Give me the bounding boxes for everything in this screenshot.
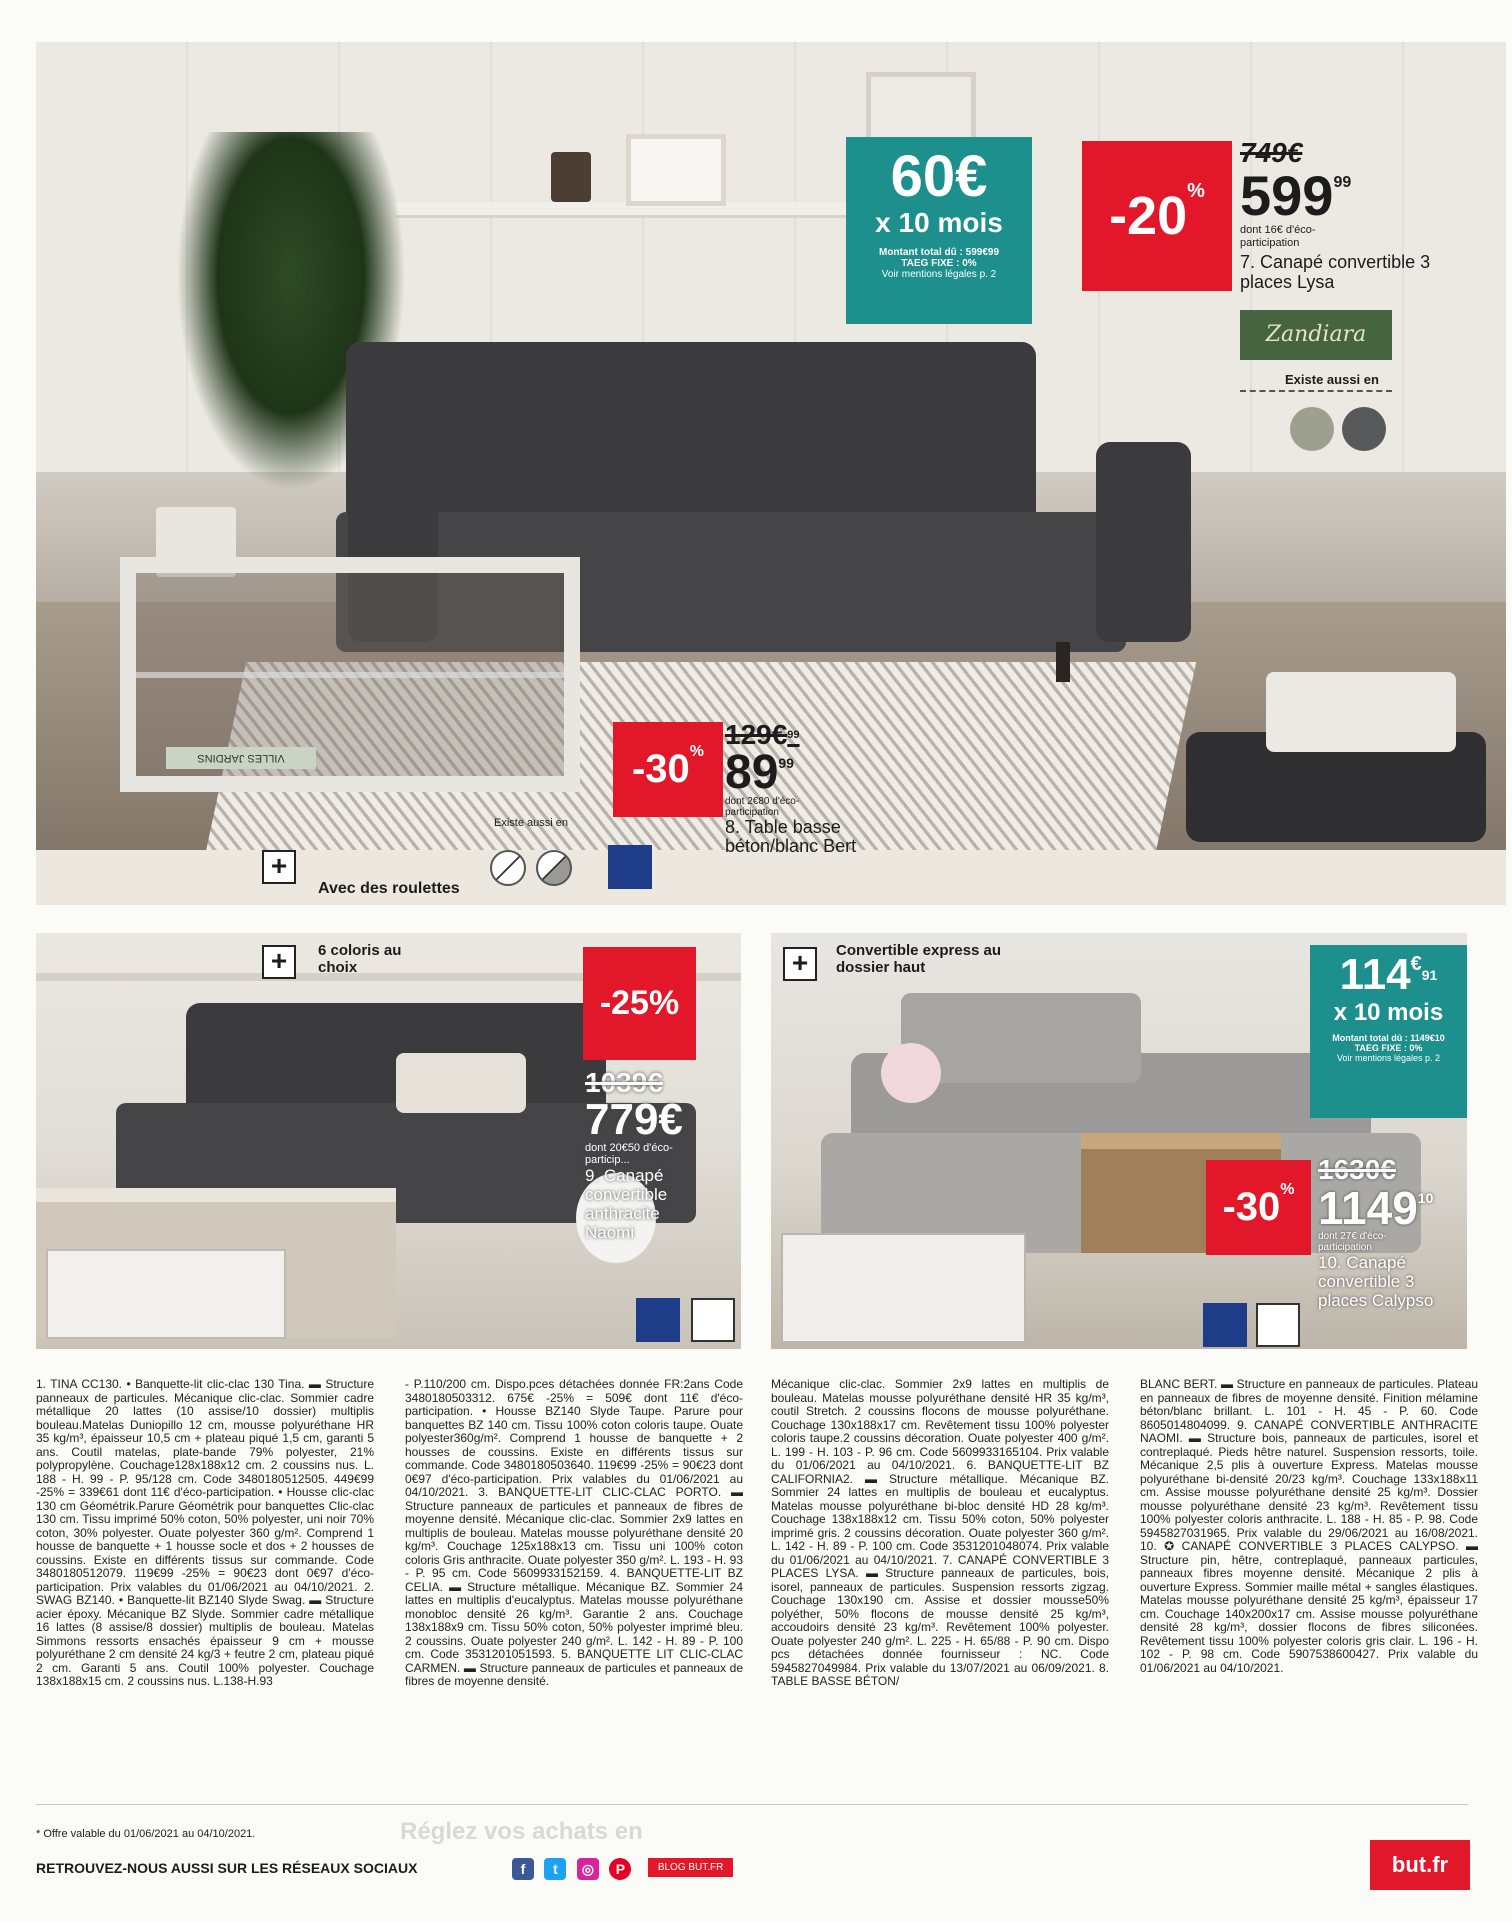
monthly-months: x 10 mois [1333,999,1444,1026]
eu-logo [636,1298,680,1342]
finish-swatches [490,850,572,891]
legal-column-1: 1. TINA CC130. • Banquette-lit clic-clac 130 Tina. ▬ Structure panneaux de particules. Mécanique clic-clac. Sommier cadre métallique 20 lattes (10 assise/10 dossier) multiplis bouleau.Matelas Duniopillo 12 cm, mousse polyuréthane HR 35 kg/m³, épaisseur 10,5 cm + plateau piqué 1,5 cm, garanti 5 ans. Coutil matelas, plate-bande 79% polyester, 21% polypropylène. Couchage128x188x12 cm. 2 coussins nus. L. 188 - H. 99 - P. 95/128 cm. Code 3480180512505. 449€99 -25% = 339€61 dont 11€ d'éco-participation. • Housse clic-clac 130 cm Géométrik.Parure Géométrik pour banquettes Clic-clac 130 cm. Tissu imprimé 50% coton, 50% polyester, uni noir 70% coton, 30% polyester. Ouate polyester 360 g/m². Comprend 1 housse de banquette + 1 housse socle et dos + 2 housses de coussins. Existe en différents tissus sur commande. Code 3480180512079. 119€99 -25% = 90€23 dont 0€97 d'éco-participation. Prix valables du 01/06/2021 au 04/10/2021. 2. SWAG BZ140. • Banquette-lit BZ140 Slyde Swag. ▬ Structure acier époxy. Mécanique BZ Slyde. Sommier cadre métallique 16 lattes (8 assise/8 dossier) multiplis de bouleau. Matelas Simmons ressorts ensachés épaisseur 9 cm + mousse polyuréthane 2 cm densité 24 kg/3 + feutre 2 cm, plateau piqué 2 cm. Garanti 5 ans. Coutil 100% polyester. Couchage 138x188x15 cm. 2 coussins nus. L.138-H.93 [36,1377,374,1688]
swatch-white[interactable] [490,850,526,886]
price [725,746,905,799]
discount-badge [1206,1160,1311,1255]
legal-column-2: - P.110/200 cm. Dispo.pces détachées donnée FR:2ans Code 3480180503312. 675€ -25% = 509€ dont 11€ d'éco-participation. • Housse BZ140 Slyde Taupe. Parure pour banquettes BZ 140 cm. Tissu 100% coton coloris taupe. Ouate polyester360g/m². Comprend 1 housse de banquette + 2 housses de coussins. Existe en différents tissus sur commande. Code 3480180503640. 119€99 -25% = 90€23 dont 0€97 d'éco-participation. Prix valables du 01/06/2021 au 04/10/2021. 3. BANQUETTE-LIT CLIC-CLAC PORTO. ▬ Structure panneaux de particules et panneaux de fibres de moyenne densité. Mécanique clic-clac. Sommier 2x9 lattes en multiplis de bouleau. Matelas mousse polyuréthane densité 20 kg/m³. Couchage 125x188x13 cm. Tissu uni 100% coton coloris Gris anthracite. Ouate polyester 350 g/m². L. 193 - H. 93 - P. 95 cm. Code 5609933152159. 4. BANQUETTE-LIT BZ CELIA. ▬ Structure métallique. Mécanique BZ. Sommier 24 lattes en multiplis d'eucalyptus. Matelas mousse polyuréthane monobloc densité 26 kg/m³. Garantie 2 ans. Couchage 138x188x9 cm. Tissu 50% coton, 50% polyester imprimé bleu. 2 coussins. Ouate polyester 240 g/m². L. 142 - H. 89 - P. 100 cm. Code 3531201051593. 5. BANQUETTE LIT CLIC-CLAC CARMEN. ▬ Structure panneaux de particules et panneaux de fibres de moyenne densité. [405,1377,743,1688]
naomi-price-block [585,1068,735,1242]
discount-badge: -25% [583,947,696,1060]
color-swatches [1290,407,1386,456]
sofa-leg [1056,642,1070,682]
monthly-payment-tag [1310,945,1467,1118]
price-int: 1149 [1318,1182,1418,1234]
old-price-cents: 99 [787,729,800,741]
sofa-bed-sheet [1266,672,1456,752]
cushion [396,1053,526,1113]
swatch-concrete[interactable] [536,850,572,886]
couchage-express-logo [691,1298,735,1342]
legal-column-3: Mécanique clic-clac. Sommier 2x9 lattes en multiplis de bouleau. Matelas mousse polyuréthane densité HR 35 kg/m³, coutil Stretch. 2 coussins flocons de mousse polyuréthane. Couchage 130x188x17 cm. Revêtement tissu 100% polyester coloris taupe.2 coussins décoration. Ouate polyester 400 g/m². L. 199 - H. 103 - P. 96 cm. Code 5609933165104. Prix valable du 01/06/2021 au 04/10/2021. 6. BANQUETTE-LIT BZ CALIFORNIA2. ▬ Structure métallique. Mécanique BZ. Sommier 24 lattes en multiplis de bouleau et eucalyptus. Matelas mousse polyuréthane bi-bloc densité HD 28 kg/m³. Couchage 138x188x12 cm. Tissu 50% coton, 50% polyester imprimé gris. 2 coussins décoration. Ouate polyester 360 g/m². L. 142 - H. 89 - P. 100 cm. Code 3531201048074. Prix valable du 01/06/2021 au 04/10/2021. 7. CANAPÉ CONVERTIBLE 3 PLACES LYSA. ▬ Structure panneaux de particules, bois, isorel, panneaux de particules. Suspension ressorts zigzag. Couchage 130x190 cm. Assise et dossier mousse50% polyéther, 50% flocons de mousse densité 25 kg/m³, accoudoirs densité 23 kg/m³. Revêtement 100% polyester. Ouate polyester 240 g/m². L. 225 - H. 65/88 - P. 90 cm. Dispo pcs détachées donnée fournisseur : NC. Code 5945827049984. Prix valable du 13/07/2021 au 06/09/2021. 8. TABLE BASSE BÉTON/ [771,1377,1109,1688]
feature-plus-icon: + [262,850,296,884]
product-name: 10. Canapé convertible 3 places Calypso [1318,1253,1434,1310]
swatch-grey[interactable] [1342,407,1386,451]
eu-logo [608,845,652,889]
exists-label: Existe aussi en [1285,372,1379,387]
price: 779€ [585,1095,683,1144]
twitter-icon[interactable]: t [544,1858,566,1880]
old-price-value: 129€ [725,719,788,750]
table-price-block [725,720,905,856]
blog-link[interactable]: BLOG BUT.FR [648,1858,734,1877]
feature-plus-icon: + [262,945,296,979]
social-icons [512,1858,733,1880]
eco-participation: dont 20€50 d'éco-particip... [585,1142,673,1166]
swatch-sage[interactable] [1290,407,1334,451]
eco-participation: dont 16€ d'éco-participation [1240,224,1316,249]
monthly-amount-int: 114 [1339,950,1411,999]
hero-price-block [1240,138,1500,292]
monthly-taeg: TAEG FIXE : 0% [901,258,977,269]
site-logo[interactable]: but.fr [1370,1840,1470,1890]
glass-shelf [136,672,564,678]
pinterest-icon[interactable]: P [609,1858,631,1880]
monthly-months: x 10 mois [875,207,1003,238]
price-cents: 99 [1333,174,1352,191]
price-int: 89 [725,746,779,799]
price [1240,164,1500,227]
eco-participation: dont 2€80 d'éco-participation [725,796,800,818]
monthly-total: Montant total dû : 1149€10 [1332,1033,1445,1043]
price-int: 599 [1240,164,1334,227]
monthly-mentions: Voir mentions légales p. 2 [881,269,997,280]
product-name: 9. Canapé convertible anthracite Naomi [585,1166,668,1242]
discount-value: -30 [1222,1185,1281,1229]
price-cents: 10 [1417,1190,1434,1206]
cushion [881,1043,941,1103]
sofa-bed-inset [781,1233,1026,1343]
eco-participation: dont 27€ d'éco-participation [1318,1231,1387,1253]
eu-logo [1203,1303,1247,1347]
facebook-icon[interactable]: f [512,1858,534,1880]
price-cents: 99 [778,755,794,771]
exists-label: Existe aussi en [494,817,568,829]
social-label: RETROUVEZ-NOUS AUSSI SUR LES RÉSEAUX SOCIAUX [36,1860,418,1876]
frame-picture [626,134,726,206]
sofa-bed-inset [46,1249,286,1339]
faded-banner: Réglez vos achats en [400,1818,643,1845]
feature-label: 6 coloris au choix [318,942,402,976]
divider [1240,390,1392,392]
old-price: 749€ [1240,137,1303,168]
monthly-payment-tag [846,137,1032,324]
discount-value: -30 [631,747,690,791]
legal-column-4: BLANC BERT. ▬ Structure en panneaux de particules. Plateau en panneaux de fibres de moyenne densité. Finition mélamine béton/blanc brillant. L. 101 - H. 45 - P. 60. Code 8605014804099. 9. CANAPÉ CONVERTIBLE ANTHRACITE NAOMI. ▬ Structure bois, panneaux de particules, isorel et contreplaqué. Pieds hêtre naturel. Suspension ressorts, toile. Mécanique 2,5 plis à ouverture Express. Matelas mousse polyuréthane bi-densité 20/23 kg/m³. Couchage 133x188x11 cm. Assise mousse polyuréthane densité 25 kg/m³. Dossier mousse polyuréthane densité 23 kg/m³. Revêtement tissu 100% polyester coloris anthracite. L. 188 - H. 85 - P. 98. Code 5945827031965. Prix valable du 29/06/2021 au 16/08/2021. 10. ✪ CANAPÉ CONVERTIBLE 3 PLACES CALYPSO. ▬ Structure pin, hêtre, contreplaqué, panneaux particules, panneaux fibres moyenne densité. Mécanique 2 plis à ouverture Express. Sommier maille métal + sangles élastiques. Matelas mousse polyuréthane densité 25 kg/m³, épaisseur 17 cm. Couchage 140x200x17 cm. Assise mousse polyuréthane densité 28 kg/m³, dossier flocons de fibres siliconées. Revêtement tissu 100% polyester coloris gris clair. L. 196 - H. 102 - P. 98 cm. Code 5907538600427. Prix valable du 01/06/2021 au 04/10/2021. [1140,1377,1478,1675]
product-name: 8. Table basse béton/blanc Bert [725,817,857,856]
discount-unit: % [1280,1181,1295,1198]
feature-label: Convertible express au dossier haut [836,942,1002,976]
calypso-price-block [1318,1155,1468,1310]
book: VILLES JARDINS [166,747,316,769]
instagram-icon[interactable]: ◎ [577,1858,599,1880]
discount-badge [1082,141,1232,291]
monthly-currency: € [1410,953,1422,975]
monthly-total: Montant total dû : 599€99 [878,247,999,258]
hero-bottom-bar [36,850,1506,905]
monthly-cents: 91 [1421,967,1438,983]
monthly-amount [1310,951,1467,999]
discount-unit: % [689,743,705,760]
price [1318,1182,1468,1234]
feature-label: Avec des roulettes [318,880,460,897]
monthly-amount: 60€ [890,144,988,209]
old-price: 1039€ [585,1067,663,1098]
old-price: 1630€ [1318,1154,1396,1185]
sofa-armrest [1096,442,1191,642]
couchage-express-logo [1256,1303,1300,1347]
discount-badge [613,722,723,817]
monthly-taeg: TAEG FIXE : 0% [1354,1043,1423,1053]
product-name: 7. Canapé convertible 3 places Lysa [1240,252,1431,292]
footer-divider [36,1804,1468,1805]
discount-value: -20 [1109,186,1188,246]
feature-plus-icon: + [783,947,817,981]
brand-logo: Zandiara [1240,310,1392,360]
monthly-mentions: Voir mentions légales p. 2 [1336,1053,1441,1063]
offer-validity: * Offre valable du 01/06/2021 au 04/10/2021. [36,1828,256,1840]
discount-unit: % [1187,180,1205,202]
plant-pot [551,152,591,202]
